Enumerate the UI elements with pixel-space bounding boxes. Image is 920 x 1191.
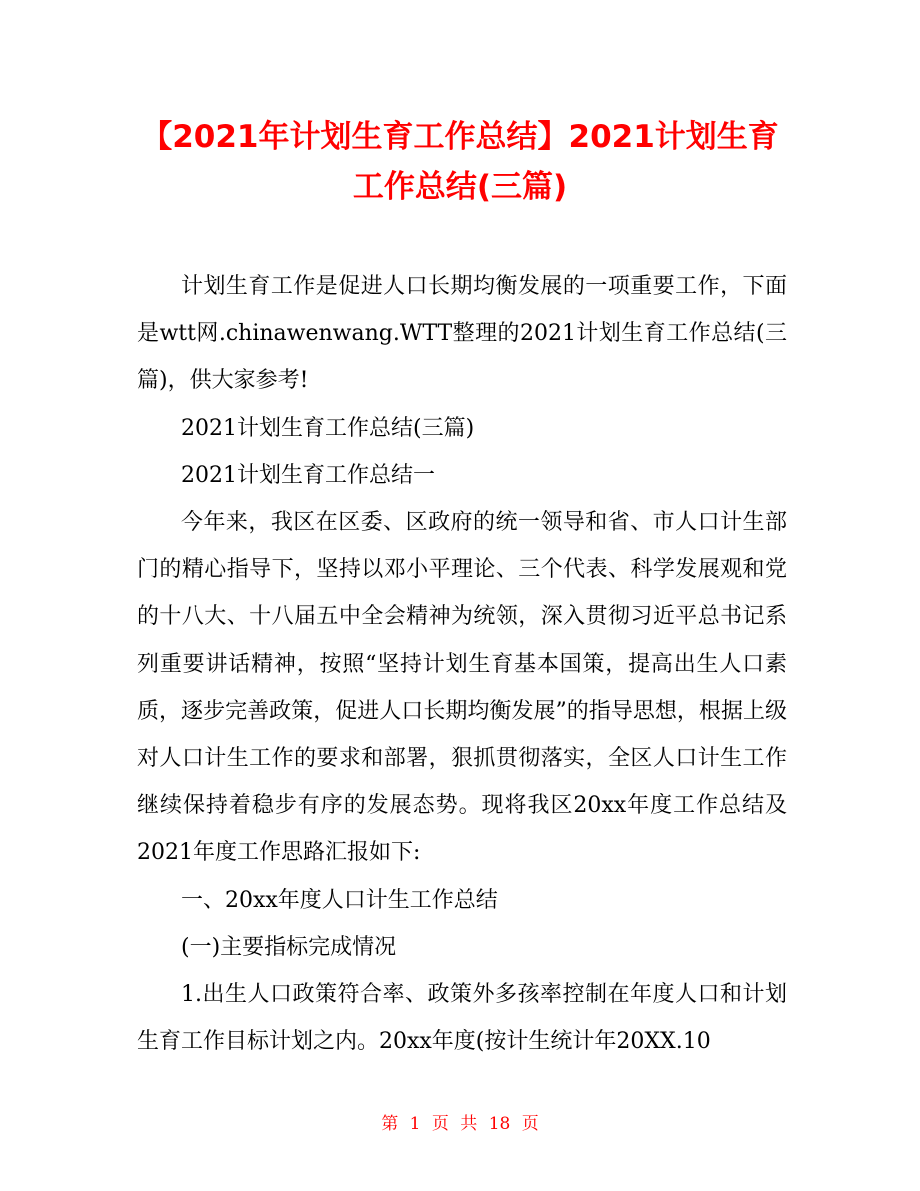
document-body (137, 263, 787, 1065)
title-line-1: 【2021年计划生育工作总结】2021计划生育 (141, 119, 779, 155)
paragraph-subsection-heading: (一)主要指标完成情况 (181, 934, 397, 960)
document-title (100, 112, 820, 212)
paragraph-item-one: 1.出生人口政策符合率、政策外多孩率控制在年度人口和计划生育工作目标计划之内。20xx年度(按计生统计年20XX.10 (137, 982, 787, 1055)
paragraph-section-one-heading: 一、20xx年度人口计生工作总结 (181, 887, 498, 913)
paragraph-heading-summary-one: 2021计划生育工作总结一 (181, 462, 435, 488)
paragraph-intro: 计划生育工作是促进人口长期均衡发展的一项重要工作，下面是wtt网.chinawenwang.WTT整理的2021计划生育工作总结(三篇)，供大家参考! (137, 274, 787, 394)
paragraph-heading-three-articles: 2021计划生育工作总结(三篇) (181, 415, 475, 441)
page-footer: 第 1 页 共 18 页 (381, 1114, 539, 1134)
paragraph-summary-body: 今年来，我区在区委、区政府的统一领导和省、市人口计生部门的精心指导下，坚持以邓小平理论、三个代表、科学发展观和党的十八大、十八届五中全会精神为统领，深入贯彻习近平总书记系列重要讲话精神，按照“坚持计划生育基本国策，提高出生人口素质，逐步完善政策，促进人口长期均衡发展”的指导思想，根据上级对人口计生工作的要求和部署，狠抓贯彻落实，全区人口计生工作继续保持着稳步有序的发展态势。现将我区20xx年度工作总结及2021年度工作思路汇报如下: (137, 510, 787, 866)
title-line-2: 工作总结(三篇) (352, 169, 568, 205)
